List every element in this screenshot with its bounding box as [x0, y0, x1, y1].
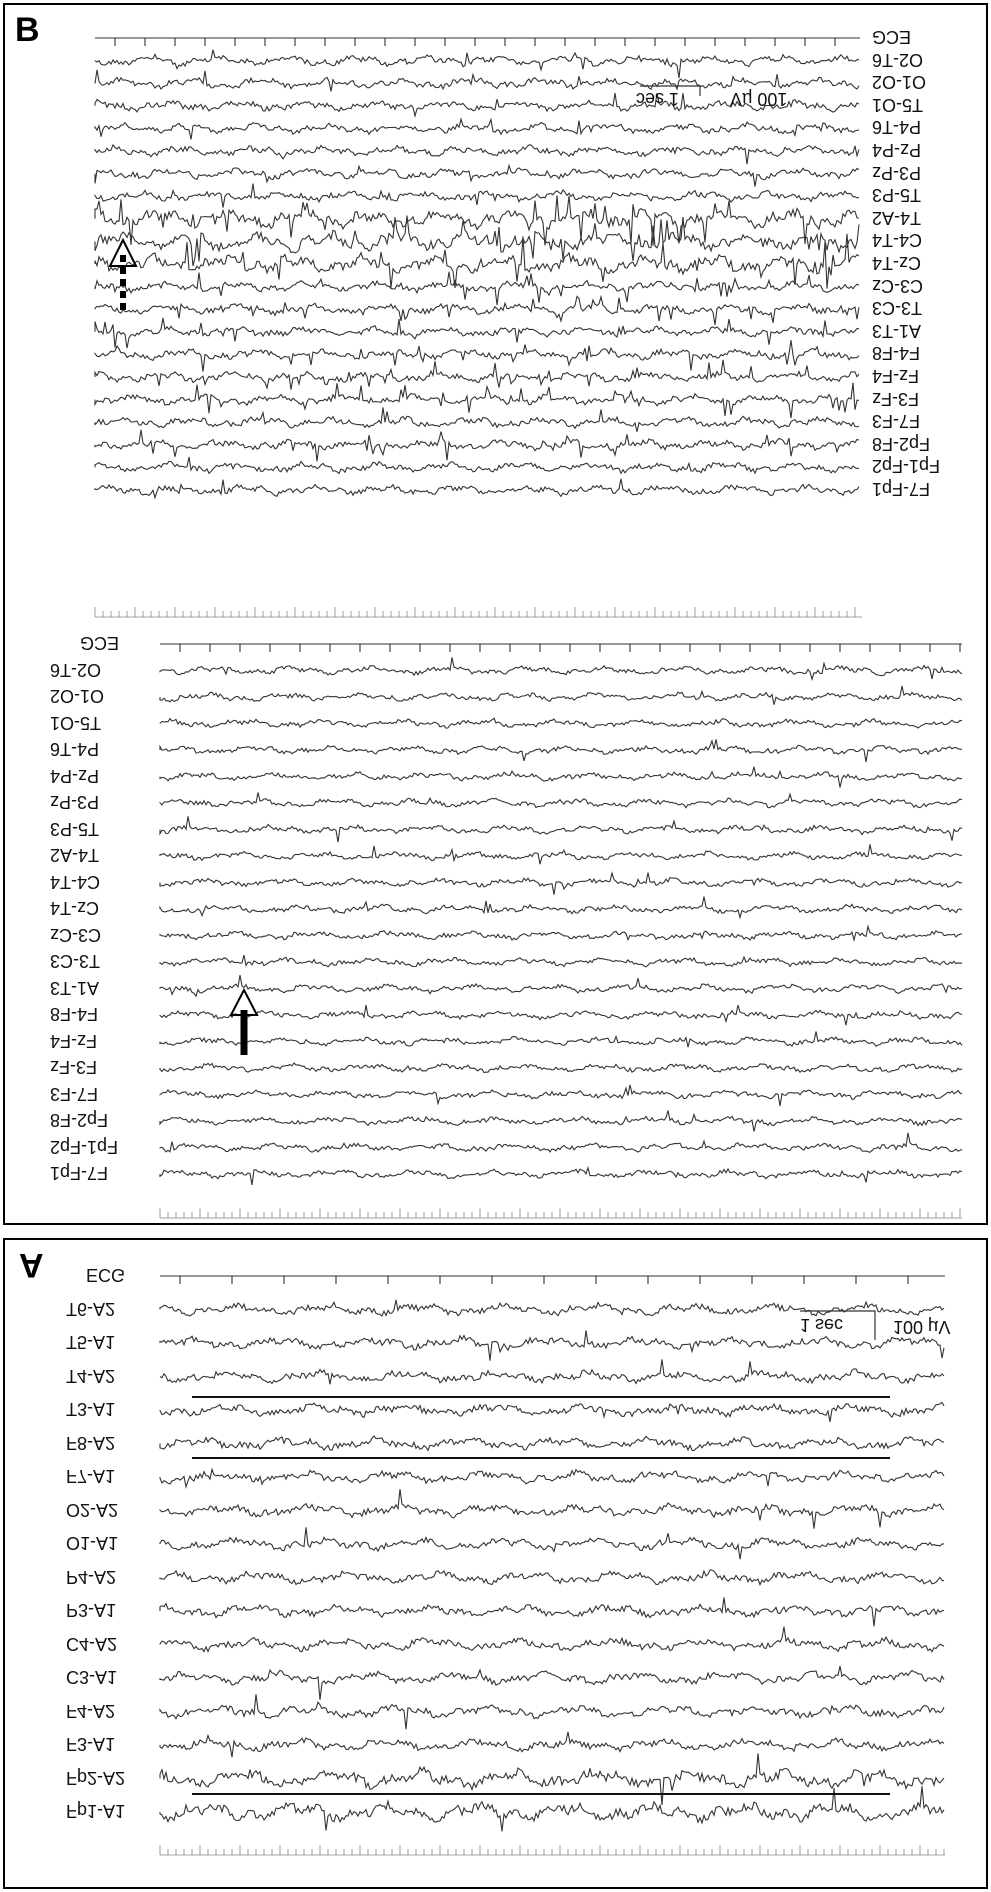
trace-b-upper-0-spikes [115, 38, 835, 46]
trace-a-0-spikes [180, 1276, 908, 1284]
trace-b-lower-18 [160, 1111, 962, 1132]
label-b-upper-17: F7-F3 [872, 411, 921, 432]
label-b-lower-2: O1-O2 [50, 686, 105, 706]
label-b-upper-14: F4-F8 [872, 343, 921, 364]
ruler-a [160, 1845, 945, 1855]
label-b-upper-13: A1-T3 [872, 320, 922, 341]
label-a-9: P4-A2 [66, 1566, 117, 1587]
trace-b-lower-17 [160, 1085, 962, 1106]
label-a-16: Fp1-A1 [66, 1801, 126, 1821]
trace-a-9 [160, 1570, 944, 1585]
label-b-lower-3: T5-O1 [50, 712, 102, 733]
label-b-lower-6: P3-Pz [50, 792, 100, 812]
label-a-0: ECG [86, 1265, 126, 1285]
trace-a-4 [160, 1402, 944, 1422]
label-b-upper-2: O1-O2 [872, 72, 927, 93]
label-a-13: F4-A2 [66, 1700, 116, 1721]
label-b-lower-17: F7-F3 [50, 1083, 99, 1104]
label-b-lower-14: F4-F8 [50, 1004, 99, 1024]
label-b-lower-0: ECG [80, 633, 120, 653]
trace-b-lower-16 [160, 1063, 962, 1073]
trace-b-lower-14 [160, 1005, 962, 1025]
trace-b-lower-19 [160, 1133, 962, 1153]
label-b-upper-7: T5-P3 [872, 185, 922, 206]
trace-b-upper-14 [95, 340, 859, 372]
trace-a-13 [160, 1694, 944, 1729]
label-b-upper-1: O2-T6 [872, 49, 924, 70]
label-b-upper-3: T5-O1 [872, 94, 924, 115]
label-a-10: P3-A1 [66, 1600, 117, 1620]
label-a-7: O2-A2 [66, 1499, 119, 1520]
label-b-lower-5: Pz-P4 [50, 765, 100, 786]
label-b-upper-5: Pz-P4 [872, 140, 922, 160]
label-b-lower-7: T5-P3 [50, 818, 100, 839]
trace-b-lower-11 [160, 927, 962, 941]
label-b-upper-18: Fp2-F8 [872, 433, 931, 454]
trace-a-16 [160, 1786, 944, 1831]
trace-b-lower-12 [160, 955, 962, 967]
trace-b-upper-19 [95, 457, 859, 474]
label-b-lower-13: A1-T3 [50, 977, 100, 998]
trace-b-lower-10 [160, 897, 962, 918]
trace-b-lower-2 [160, 686, 962, 705]
trace-b-upper-4 [95, 119, 859, 139]
scale-amp-a: 100 µV [893, 1317, 951, 1337]
trace-b-upper-7 [95, 184, 859, 208]
trace-b-lower-15 [160, 1032, 962, 1048]
label-b-lower-15: Fz-F4 [50, 1030, 97, 1051]
label-b-lower-9: C4-T4 [50, 871, 101, 892]
label-b-lower-12: T3-C3 [50, 951, 101, 971]
label-b-upper-15: Fz-F4 [872, 366, 919, 386]
panel-a-letter: A [19, 1246, 44, 1284]
trace-a-15 [160, 1753, 944, 1805]
label-a-12: C3-A1 [66, 1667, 118, 1687]
trace-a-8 [160, 1527, 944, 1559]
scale-amp-b: 100 µV [730, 89, 788, 109]
label-b-lower-8: T4-A2 [50, 845, 100, 865]
label-b-lower-4: P4-T6 [50, 739, 100, 759]
trace-b-upper-1 [95, 50, 859, 78]
trace-b-lower-0-spikes [180, 644, 960, 652]
trace-b-upper-6 [95, 166, 859, 187]
trace-b-upper-20 [95, 479, 859, 498]
label-b-lower-11: C3-Cz [50, 924, 102, 945]
trace-b-upper-18 [95, 430, 859, 462]
trace-b-upper-5 [95, 145, 859, 164]
trace-b-lower-9 [160, 873, 962, 895]
label-b-lower-10: Cz-T4 [50, 898, 99, 918]
label-a-6: F7-A1 [66, 1466, 116, 1486]
label-a-5: F8-A2 [66, 1432, 116, 1453]
scale-time-a: 1 sec [800, 1315, 844, 1335]
trace-b-upper-13 [95, 318, 859, 348]
trace-b-upper-15 [95, 360, 859, 390]
label-b-lower-1: O2-T6 [50, 659, 102, 680]
label-b-upper-0: ECG [872, 27, 912, 47]
ruler-b-lower [160, 1208, 962, 1218]
trace-b-lower-1 [160, 657, 962, 679]
trace-b-lower-8 [160, 844, 962, 864]
label-a-3: T4-A2 [66, 1365, 116, 1386]
trace-a-10 [160, 1598, 944, 1627]
trace-a-11 [160, 1627, 944, 1652]
label-a-2: T5-A1 [66, 1332, 116, 1352]
label-b-upper-19: Fp1-Fp2 [872, 456, 941, 477]
trace-a-14 [160, 1732, 944, 1757]
trace-b-upper-9 [95, 216, 859, 266]
trace-a-12 [160, 1666, 944, 1700]
label-b-lower-16: F3-Fz [50, 1057, 97, 1077]
label-b-lower-20: F7-Fp1 [50, 1163, 109, 1183]
label-b-upper-16: F3-Fz [872, 388, 919, 409]
trace-b-upper-16 [95, 383, 859, 418]
label-b-upper-20: F7-Fp1 [872, 479, 931, 499]
label-b-upper-8: T4-A2 [872, 207, 922, 228]
trace-b-lower-5 [160, 767, 962, 788]
panel-b-letter: B [15, 11, 40, 49]
trace-a-7 [160, 1489, 944, 1529]
trace-a-2 [160, 1331, 944, 1361]
trace-a-6 [160, 1469, 944, 1486]
trace-b-lower-3 [160, 718, 962, 728]
ruler-b-upper [95, 607, 862, 617]
dashed-arrow-head [110, 240, 136, 266]
trace-a-1 [160, 1300, 944, 1316]
trace-b-upper-11 [95, 272, 859, 305]
label-b-lower-19: Fp1-Fp2 [50, 1136, 119, 1157]
label-a-14: F3-A1 [66, 1734, 116, 1754]
label-b-lower-18: Fp2-F8 [50, 1110, 109, 1130]
trace-b-lower-4 [160, 739, 962, 762]
trace-a-3 [160, 1359, 944, 1384]
trace-b-lower-13 [160, 975, 962, 996]
label-a-11: C4-A2 [66, 1633, 118, 1654]
label-b-upper-6: P3-Pz [872, 162, 922, 183]
label-b-upper-4: P4-T6 [872, 117, 922, 138]
label-b-upper-11: C3-Cz [872, 275, 924, 296]
scale-time-b: 1 sec [636, 89, 680, 109]
label-a-4: T3-A1 [66, 1399, 116, 1419]
label-b-upper-9: C4-T4 [872, 230, 923, 251]
label-a-15: Fp2-A2 [66, 1767, 126, 1788]
trace-b-lower-7 [160, 816, 962, 842]
trace-b-lower-6 [160, 793, 962, 808]
trace-a-5 [160, 1436, 944, 1451]
trace-b-upper-12 [95, 297, 859, 325]
label-b-upper-10: Cz-T4 [872, 253, 921, 273]
trace-b-lower-20 [160, 1168, 962, 1185]
label-b-upper-12: T3-C3 [872, 298, 923, 319]
label-a-8: O1-A1 [66, 1533, 119, 1553]
label-a-1: T6-A2 [66, 1298, 116, 1319]
